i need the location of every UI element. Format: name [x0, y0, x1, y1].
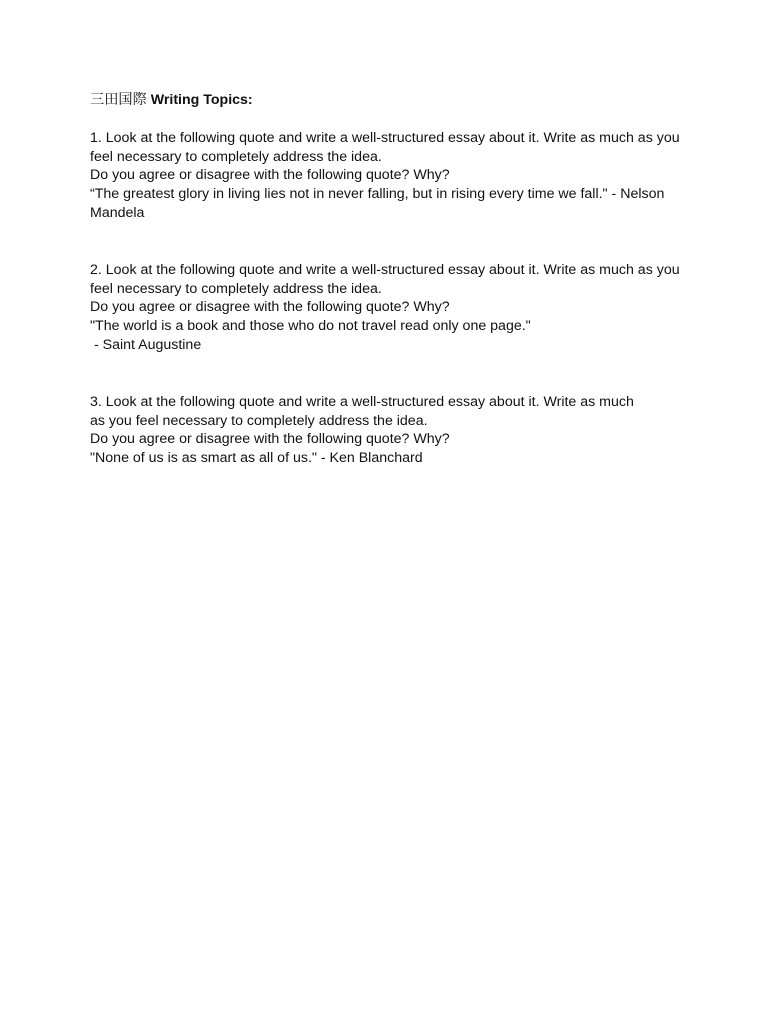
topic-2-prompt: 2. Look at the following quote and write a well-structured essay about it. Write as much as you feel necessary to completely address the idea.	[90, 261, 680, 297]
topic-2-quote: "The world is a book and those who do not travel read only one page."	[90, 318, 531, 335]
topic-1	[90, 129, 680, 223]
page-title	[90, 91, 680, 110]
topic-3	[90, 393, 680, 468]
topic-2-question: Do you agree or disagree with the following quote? Why?	[90, 299, 450, 316]
topic-2-attribution: - Saint Augustine	[90, 336, 202, 353]
topic-1-quote: “The greatest glory in living lies not in never falling, but in rising every time we fall." - Nelson Mandela	[90, 186, 665, 221]
title-bold: Writing Topics:	[150, 92, 253, 108]
title-prefix: 三田国際	[90, 92, 147, 108]
topic-3-prompt: 3. Look at the following quote and write a well-structured essay about it. Write as much as you feel necessary to completely address the idea.	[90, 393, 634, 429]
topic-3-question: Do you agree or disagree with the following quote? Why?	[90, 431, 450, 448]
topic-1-prompt: 1. Look at the following quote and write a well-structured essay about it. Write as much as you feel necessary to completely address the idea.	[90, 129, 680, 165]
topic-1-question: Do you agree or disagree with the following quote? Why?	[90, 167, 450, 184]
topic-2	[90, 261, 680, 355]
document-body	[90, 91, 680, 468]
topic-3-quote: "None of us is as smart as all of us." - Ken Blanchard	[90, 450, 423, 467]
